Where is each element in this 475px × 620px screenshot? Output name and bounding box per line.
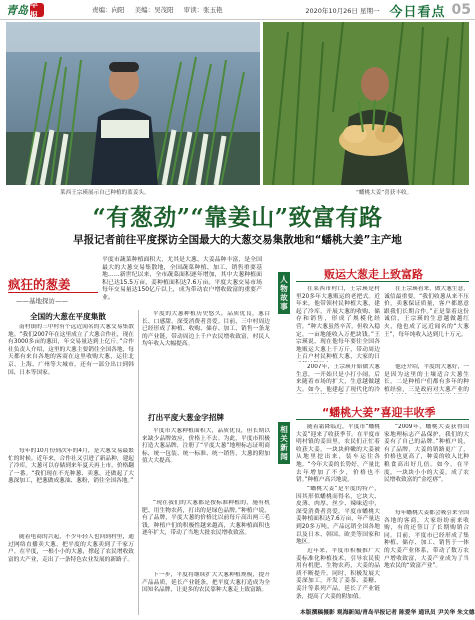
article-paragraph: 随着电商的兴起，不少年轻人也回到村里，通过网络直播卖大葱，把平度的大葱卖到了千家万户。在平度，一根小小的大葱，撑起了农民增收致富的大产业，走出了一条特色农业发展的新路子。 (8, 534, 134, 563)
main-headline: “有葱劲”“靠姜山”致富有路 (92, 204, 383, 231)
side-label-people-story: 人物故事 (278, 272, 290, 314)
section-heading-brand: 打出平度大葱金字招牌 (148, 413, 224, 422)
left-photo-caption: 莱西王宗瑛展示自己种植的蓝姜头。 (60, 190, 150, 196)
photo-man-with-onions (6, 22, 260, 185)
article-paragraph: “2009年，蟠桃大姜获得国家地理标志产品保护，我们的大姜有了自己的品牌。”种植户说，有了品牌，大姜的销路更广了，价格也更高了，种姜的收入比种粮食高出好几倍。如今，在平度，一块块小小的大姜，成了农民增收致富的“金疙瘩”。 (384, 424, 469, 484)
editor-credits (92, 5, 231, 14)
onion-photo-illustration (6, 22, 260, 185)
series-subtitle: ——基地探访—— (16, 297, 68, 305)
article-paragraph: 他还介绍，平度的大葱好，一是因为这里的土壤适合大葱生长，二是种植户们都有多年的种植经验，三是政府对大葱产业的 (384, 364, 469, 393)
logo-badge: 早报 (30, 3, 44, 17)
article-paragraph: 每年蟠桃大姜都会吸引来全国各地的客商，大家纷纷前来收购，有的还签订了长期购销合同。目前，平度市已经形成了集种植、储存、加工、销售于一体的大姜产业体系，带动了数万农户增收致富，大姜产业成为了当地农民的“致富产业”。 (384, 510, 469, 570)
right-photo-caption: “蟠桃大姜”喜获丰收。 (356, 190, 413, 196)
article-paragraph: 下一步，平度将继续扩大大葱种植规模，提升产品品质，延长产业链条，把平度大葱打造成为全国知名品牌，让更多的农民靠种大葱走上致富路。 (142, 572, 270, 594)
subheadline: 早报记者前往平度探访全国最大的大葱交易集散地和“蟠桃大姜”主产地 (73, 234, 402, 246)
article-paragraph: 平度市大葱种植面积大，品质优良，但长期以来缺少品牌效应，价格上不去。为此，平度市积极打造大葱品牌，注册了“平度大葱”地理标志证明商标，统一包装、统一标准、统一销售，大葱的附加值大大提高。 (142, 428, 270, 465)
article-paragraph: 近年来，平度市积极推广大姜标准化种植技术，引导农民使用有机肥、生物农药，大姜的品质不断提升。同时，积极发展大姜深加工，开发了姜茶、姜糖、姜汁等系列产品，延长了产业链条，提高了大姜的附加值。 (296, 548, 380, 600)
masthead-right (305, 1, 471, 19)
kicker-divider (8, 292, 98, 293)
article-paragraph: 随着霜降临近，平度市“蟠桃大姜”迎来了收获季节。在平度市明村镇的姜田里，农民们正忙着收获大姜，一块块鲜嫩的大姜被从地里挖出来，装车运往各地。“今年大姜的长势好，产量比去年增加了不少，价格也不错。”种植户高兴地说。 (296, 424, 380, 484)
article-paragraph: 2007年，王宗瑛开始做大葱生意，一开始只是小打小闹，后来随着市场的扩大，生意越做越大。如今，他建起了现代化的冷 (296, 364, 380, 393)
section-heading-onion-hub: 全国的大葱在平度集散 (30, 312, 106, 321)
article-paragraph: 每年的10月份到次年的4月，是大葱交易最繁忙的时候。近年来，合作社又引进了新品种，建起了冷库，大葱可以存储到来年夏天再上市，价格翻了一番。“我们现在不光种葱、卖葱，还做起了大葱深加工，把葱做成葱油、葱粉，销往全国各地。” (8, 448, 134, 485)
photo-man-with-ginger (263, 22, 469, 185)
issue-date: 2020年10月26日 星期一 (305, 6, 380, 15)
story-headline-ginger-harvest: “蟠桃大姜”喜迎丰收季 (322, 406, 436, 419)
reporter-credits: 本版撰稿摄影 观海新闻/青岛早报记者 陈爱华 通讯员 尹关华 朱文德 (300, 610, 475, 616)
story-divider (296, 419, 469, 420)
story-divider (296, 281, 469, 282)
column-divider (138, 310, 139, 615)
article-paragraph: “现在我们的大葱都是按标准种植的，施有机肥、用生物农药，打出的是绿色品牌。”种植户说，有了品牌，平度大葱的价格比以前每斤高出两三毛钱，种植户们的积极性越来越高，大葱种植面积也逐年扩大，带动了当地大批农民增收致富。 (142, 500, 270, 537)
ginger-photo-illustration (263, 22, 469, 185)
editor: 责编：向阳 (92, 6, 125, 14)
proofreader: 审读：张玉艳 (183, 6, 223, 14)
article-paragraph: 在王宗瑛看来，做大葱生意，诚信最重要。“我们收葱从来不压价，卖葱保证质量，客户都愿意跟我们长期合作。”正是靠着这份诚信，王宗瑛的生意越做越红火，他也成了远近闻名的“大葱王”，每年纯收入达到几十万元。 (384, 286, 469, 338)
article-paragraph: 南村镇的三中村有个远近闻名的大葱交易集散地。“我们2007年在这里成立了大葱合作社，现在有3000多亩的葱田，年交易量达到上亿斤。”合作社负责人介绍，这里的大葱主要销往全国各地，每天都有来自各地的客商在这里收购大葱，运往北京、上海、广州等大城市，还有一部分出口到韩国、日本等国家。 (8, 324, 134, 376)
masthead (0, 0, 475, 20)
section-title: 今日看点 (389, 4, 446, 20)
page-number: 05 (451, 2, 471, 18)
series-title: 疯狂的葱姜 (8, 277, 71, 292)
article-paragraph: “蟠桃大姜”是平度的特产，因其形似蟠桃而得名，它块大、皮薄、肉厚、丝少、辣味适中，深受消费者喜爱。平度市蟠桃大姜种植面积达7.6万亩，年产量达到20多万吨，产品远销全国各地以及日本、韩国、欧美等国家和地区。 (296, 486, 380, 546)
side-label-related-news: 相关新闻 (278, 422, 290, 464)
newspaper-logo (6, 2, 44, 18)
article-paragraph: 平度的大葱种植历史悠久，品质优良，葱白长、口感甜，深受消费者喜爱。目前，三中村周边已经形成了种植、收购、储存、加工、销售一条龙的产业链，带动周边上千户农民增收致富，村民人均年收入大幅提高。 (142, 311, 270, 348)
logo-text: 青岛 (6, 4, 28, 17)
intro-paragraph: 平度市蔬菜种植面积大，尤其是大葱、大姜品种丰富，是全国最大的大葱交易集散地，全国蔬菜种植、加工、销售重要基地……新世纪以来，全市蔬菜面积逐年增加，其中大葱种植面积已达15.5万亩，姜种植面积达7.6万亩。平度大葱交易市场每年交易量达150亿斤以上，成为带动农户增收致富的重要产业。 (102, 257, 262, 301)
article-paragraph: 在莱西市村口，王宗瑛是村里20多年大葱贩运的老把式。近年来，他带领村民种植大葱，建起了冷库，开展大葱的收购、储存和销售，形成了规模化经营。“种大葱虽然辛苦，但收入稳定，一亩地能收入万把块钱。”王宗瑛说，现在他每年要往全国各地贩运大葱上千万斤，带动周边上百户村民种植大葱，大家的日 (296, 286, 380, 361)
story-headline-onion-trade: 贩运大葱走上致富路 (324, 268, 423, 281)
designer: 美编：吴茂阳 (134, 6, 174, 14)
